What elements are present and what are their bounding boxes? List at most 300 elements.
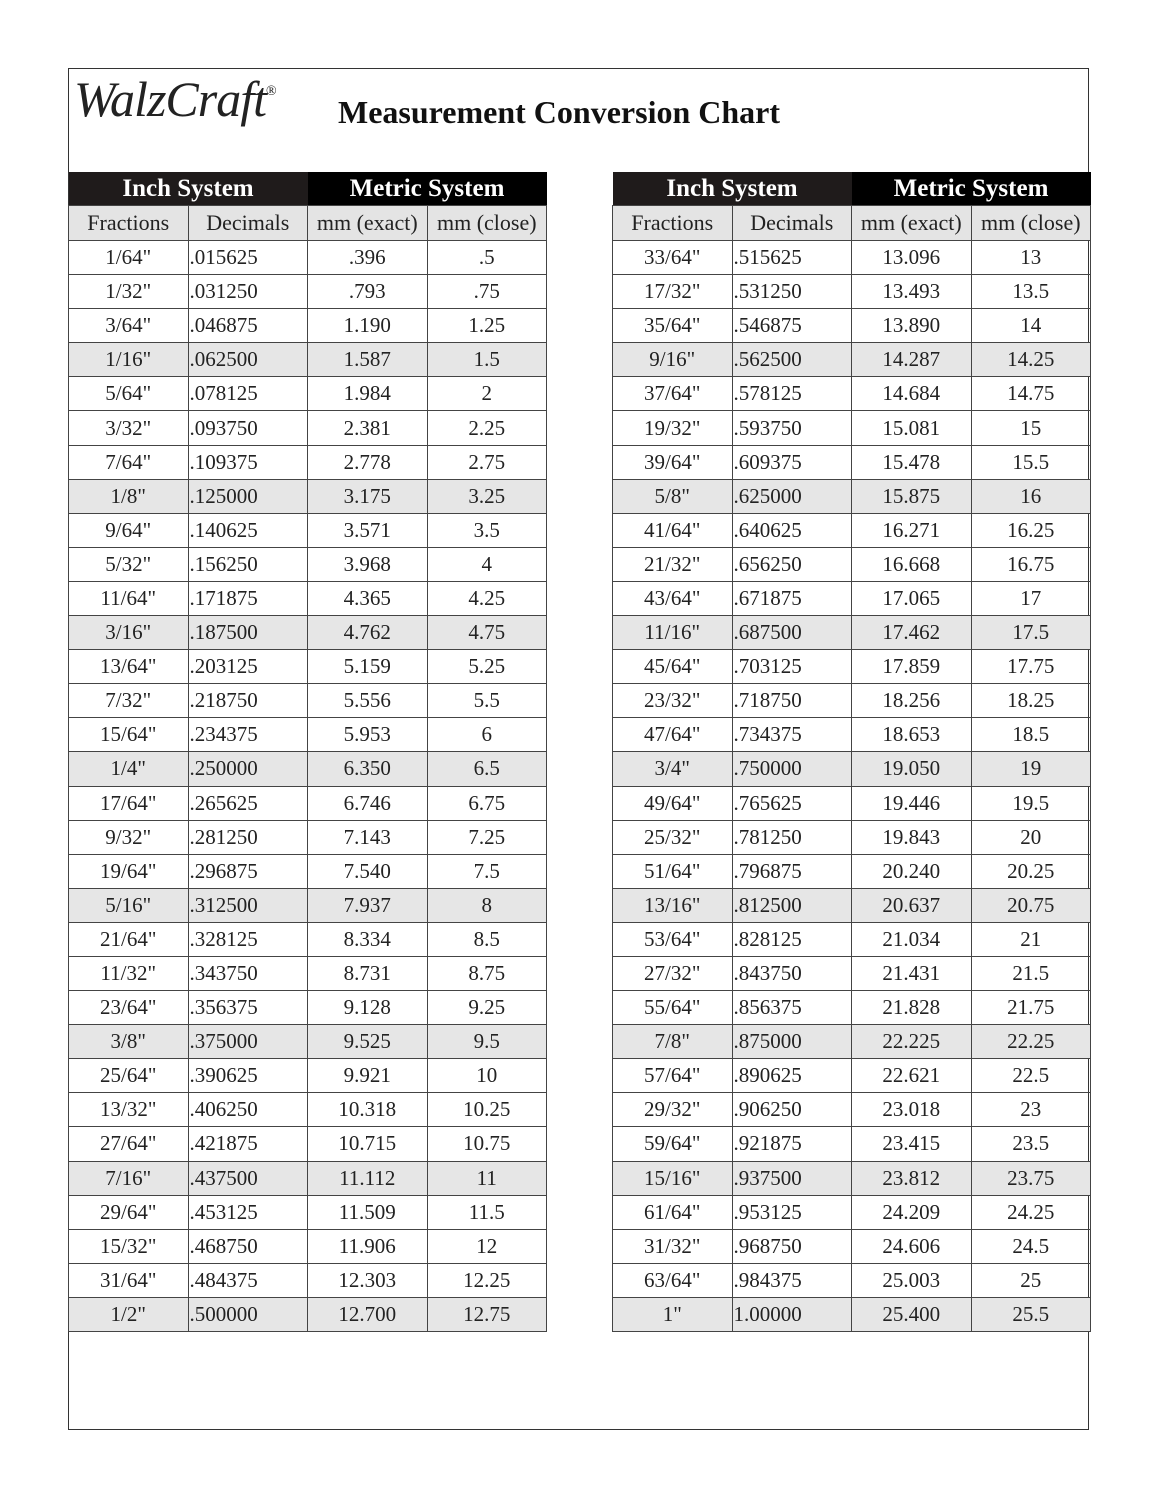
table-row — [613, 513, 1091, 547]
mm-exact-cell: 24.209 — [852, 1195, 972, 1229]
fraction-cell: 31/32" — [613, 1229, 733, 1263]
fraction-cell: 1/8" — [69, 479, 189, 513]
fraction-cell: 33/64" — [613, 241, 733, 275]
table-row — [69, 479, 547, 513]
mm-close-cell: 25.5 — [971, 1297, 1091, 1331]
mm-exact-cell: 4.762 — [308, 616, 428, 650]
conversion-table-left — [68, 172, 547, 1332]
decimal-cell: .515625 — [732, 241, 852, 275]
table-row — [613, 786, 1091, 820]
mm-exact-cell: 15.478 — [852, 445, 972, 479]
mm-close-cell: 4.25 — [427, 581, 547, 615]
table-row — [69, 650, 547, 684]
decimal-cell: .343750 — [188, 956, 308, 990]
mm-exact-cell: 13.096 — [852, 241, 972, 275]
fraction-cell: 41/64" — [613, 513, 733, 547]
fraction-cell: 13/16" — [613, 888, 733, 922]
table-row — [613, 309, 1091, 343]
table-row — [69, 1263, 547, 1297]
walzcraft-logo — [74, 70, 276, 128]
table-row — [613, 275, 1091, 309]
mm-exact-cell: 25.400 — [852, 1297, 972, 1331]
mm-close-cell: 18.5 — [971, 718, 1091, 752]
mm-close-cell: 10 — [427, 1059, 547, 1093]
fraction-cell: 29/64" — [69, 1195, 189, 1229]
mm-close-cell: 16 — [971, 479, 1091, 513]
fraction-cell: 27/64" — [69, 1127, 189, 1161]
table-row — [69, 752, 547, 786]
decimal-cell: .531250 — [732, 275, 852, 309]
mm-close-cell: 19.5 — [971, 786, 1091, 820]
decimal-cell: .765625 — [732, 786, 852, 820]
mm-close-cell: 22.25 — [971, 1025, 1091, 1059]
mm-exact-cell: 9.128 — [308, 991, 428, 1025]
decimal-cell: .781250 — [732, 820, 852, 854]
decimal-cell: .937500 — [732, 1161, 852, 1195]
decimal-cell: .390625 — [188, 1059, 308, 1093]
mm-close-cell: 15 — [971, 411, 1091, 445]
fraction-cell: 5/64" — [69, 377, 189, 411]
fraction-cell: 1/16" — [69, 343, 189, 377]
table-row — [613, 752, 1091, 786]
col-header-mm-exact: mm (exact) — [852, 206, 972, 241]
mm-close-cell: 19 — [971, 752, 1091, 786]
mm-close-cell: 8 — [427, 888, 547, 922]
decimal-cell: .250000 — [188, 752, 308, 786]
table-row — [69, 1229, 547, 1263]
registered-mark: ® — [266, 84, 276, 99]
fraction-cell: 1/64" — [69, 241, 189, 275]
mm-exact-cell: 17.859 — [852, 650, 972, 684]
fraction-cell: 61/64" — [613, 1195, 733, 1229]
mm-close-cell: .5 — [427, 241, 547, 275]
mm-close-cell: 6 — [427, 718, 547, 752]
mm-close-cell: 1.5 — [427, 343, 547, 377]
decimal-cell: .078125 — [188, 377, 308, 411]
mm-exact-cell: 1.984 — [308, 377, 428, 411]
mm-exact-cell: 23.018 — [852, 1093, 972, 1127]
mm-close-cell: 3.25 — [427, 479, 547, 513]
mm-close-cell: 16.75 — [971, 547, 1091, 581]
decimal-cell: .890625 — [732, 1059, 852, 1093]
mm-exact-cell: 9.921 — [308, 1059, 428, 1093]
mm-close-cell: 11.5 — [427, 1195, 547, 1229]
fraction-cell: 21/32" — [613, 547, 733, 581]
mm-exact-cell: 19.843 — [852, 820, 972, 854]
mm-close-cell: 4.75 — [427, 616, 547, 650]
decimal-cell: .281250 — [188, 820, 308, 854]
table-row — [613, 854, 1091, 888]
col-header-mm-exact: mm (exact) — [308, 206, 428, 241]
inch-system-header: Inch System — [613, 172, 852, 206]
mm-exact-cell: 6.746 — [308, 786, 428, 820]
decimal-cell: .171875 — [188, 581, 308, 615]
table-row — [69, 991, 547, 1025]
decimal-cell: .562500 — [732, 343, 852, 377]
mm-close-cell: 17.5 — [971, 616, 1091, 650]
table-row — [613, 922, 1091, 956]
decimal-cell: .093750 — [188, 411, 308, 445]
table-row — [613, 991, 1091, 1025]
mm-exact-cell: 5.556 — [308, 684, 428, 718]
fraction-cell: 15/16" — [613, 1161, 733, 1195]
fraction-cell: 9/16" — [613, 343, 733, 377]
table-row — [613, 547, 1091, 581]
mm-exact-cell: 13.493 — [852, 275, 972, 309]
fraction-cell: 5/32" — [69, 547, 189, 581]
mm-exact-cell: 6.350 — [308, 752, 428, 786]
mm-close-cell: 1.25 — [427, 309, 547, 343]
decimal-cell: .734375 — [732, 718, 852, 752]
mm-exact-cell: 5.159 — [308, 650, 428, 684]
fraction-cell: 7/16" — [69, 1161, 189, 1195]
decimal-cell: .828125 — [732, 922, 852, 956]
table-row — [613, 1229, 1091, 1263]
col-header-decimals: Decimals — [188, 206, 308, 241]
decimal-cell: .296875 — [188, 854, 308, 888]
mm-close-cell: 7.5 — [427, 854, 547, 888]
fraction-cell: 17/64" — [69, 786, 189, 820]
fraction-cell: 13/32" — [69, 1093, 189, 1127]
mm-exact-cell: 22.225 — [852, 1025, 972, 1059]
mm-close-cell: 20 — [971, 820, 1091, 854]
decimal-cell: .687500 — [732, 616, 852, 650]
mm-close-cell: 16.25 — [971, 513, 1091, 547]
table-row — [69, 513, 547, 547]
decimal-cell: .140625 — [188, 513, 308, 547]
mm-exact-cell: 21.828 — [852, 991, 972, 1025]
mm-close-cell: 23 — [971, 1093, 1091, 1127]
mm-exact-cell: 14.287 — [852, 343, 972, 377]
decimal-cell: .375000 — [188, 1025, 308, 1059]
mm-exact-cell: 7.937 — [308, 888, 428, 922]
mm-close-cell: 25 — [971, 1263, 1091, 1297]
mm-exact-cell: 24.606 — [852, 1229, 972, 1263]
table-row — [69, 854, 547, 888]
mm-close-cell: .75 — [427, 275, 547, 309]
fraction-cell: 57/64" — [613, 1059, 733, 1093]
table-row — [613, 1161, 1091, 1195]
mm-exact-cell: 10.318 — [308, 1093, 428, 1127]
decimal-cell: .671875 — [732, 581, 852, 615]
decimal-cell: .437500 — [188, 1161, 308, 1195]
table-row — [69, 1195, 547, 1229]
mm-exact-cell: 17.462 — [852, 616, 972, 650]
mm-close-cell: 3.5 — [427, 513, 547, 547]
decimal-cell: .312500 — [188, 888, 308, 922]
table-row — [613, 1195, 1091, 1229]
mm-close-cell: 12 — [427, 1229, 547, 1263]
mm-exact-cell: 15.081 — [852, 411, 972, 445]
fraction-cell: 11/16" — [613, 616, 733, 650]
mm-close-cell: 12.25 — [427, 1263, 547, 1297]
decimal-cell: .109375 — [188, 445, 308, 479]
mm-exact-cell: 9.525 — [308, 1025, 428, 1059]
mm-exact-cell: 21.034 — [852, 922, 972, 956]
inch-system-header: Inch System — [69, 172, 308, 206]
mm-close-cell: 6.75 — [427, 786, 547, 820]
logo-text: WalzCraft — [74, 71, 267, 127]
mm-close-cell: 4 — [427, 547, 547, 581]
decimal-cell: .015625 — [188, 241, 308, 275]
mm-exact-cell: 19.050 — [852, 752, 972, 786]
mm-close-cell: 10.25 — [427, 1093, 547, 1127]
fraction-cell: 7/32" — [69, 684, 189, 718]
mm-exact-cell: 1.587 — [308, 343, 428, 377]
decimal-cell: .750000 — [732, 752, 852, 786]
mm-close-cell: 15.5 — [971, 445, 1091, 479]
fraction-cell: 51/64" — [613, 854, 733, 888]
table-row — [613, 718, 1091, 752]
decimal-cell: .453125 — [188, 1195, 308, 1229]
mm-exact-cell: 3.571 — [308, 513, 428, 547]
mm-exact-cell: 21.431 — [852, 956, 972, 990]
table-row — [69, 820, 547, 854]
fraction-cell: 45/64" — [613, 650, 733, 684]
table-row — [69, 343, 547, 377]
fraction-cell: 9/32" — [69, 820, 189, 854]
table-row — [613, 1127, 1091, 1161]
mm-exact-cell: 19.446 — [852, 786, 972, 820]
fraction-cell: 39/64" — [613, 445, 733, 479]
mm-close-cell: 18.25 — [971, 684, 1091, 718]
mm-close-cell: 9.25 — [427, 991, 547, 1025]
mm-close-cell: 13.5 — [971, 275, 1091, 309]
table-row — [69, 616, 547, 650]
mm-exact-cell: 13.890 — [852, 309, 972, 343]
table-row — [613, 616, 1091, 650]
fraction-cell: 23/32" — [613, 684, 733, 718]
fraction-cell: 3/8" — [69, 1025, 189, 1059]
mm-exact-cell: 15.875 — [852, 479, 972, 513]
fraction-cell: 21/64" — [69, 922, 189, 956]
mm-exact-cell: 4.365 — [308, 581, 428, 615]
fraction-cell: 3/4" — [613, 752, 733, 786]
table-row — [613, 1025, 1091, 1059]
decimal-cell: .812500 — [732, 888, 852, 922]
mm-close-cell: 6.5 — [427, 752, 547, 786]
col-header-mm-close: mm (close) — [971, 206, 1091, 241]
col-header-fractions: Fractions — [613, 206, 733, 241]
table-row — [69, 581, 547, 615]
table-row — [613, 1297, 1091, 1331]
fraction-cell: 19/64" — [69, 854, 189, 888]
decimal-cell: .265625 — [188, 786, 308, 820]
mm-exact-cell: 23.415 — [852, 1127, 972, 1161]
decimal-cell: .718750 — [732, 684, 852, 718]
fraction-cell: 5/16" — [69, 888, 189, 922]
table-row — [69, 275, 547, 309]
table-row — [613, 1093, 1091, 1127]
decimal-cell: .640625 — [732, 513, 852, 547]
decimal-cell: .578125 — [732, 377, 852, 411]
fraction-cell: 19/32" — [613, 411, 733, 445]
mm-close-cell: 9.5 — [427, 1025, 547, 1059]
decimal-cell: .062500 — [188, 343, 308, 377]
mm-close-cell: 17 — [971, 581, 1091, 615]
decimal-cell: .609375 — [732, 445, 852, 479]
mm-close-cell: 17.75 — [971, 650, 1091, 684]
fraction-cell: 59/64" — [613, 1127, 733, 1161]
table-row — [613, 241, 1091, 275]
fraction-cell: 25/32" — [613, 820, 733, 854]
decimal-cell: .921875 — [732, 1127, 852, 1161]
table-row — [69, 309, 547, 343]
fraction-cell: 15/64" — [69, 718, 189, 752]
fraction-cell: 55/64" — [613, 991, 733, 1025]
mm-exact-cell: 2.778 — [308, 445, 428, 479]
table-row — [69, 547, 547, 581]
mm-close-cell: 11 — [427, 1161, 547, 1195]
fraction-cell: 49/64" — [613, 786, 733, 820]
mm-close-cell: 21.5 — [971, 956, 1091, 990]
decimal-cell: .218750 — [188, 684, 308, 718]
table-row — [69, 1297, 547, 1331]
fraction-cell: 3/32" — [69, 411, 189, 445]
mm-close-cell: 22.5 — [971, 1059, 1091, 1093]
table-row — [613, 1263, 1091, 1297]
table-row — [613, 343, 1091, 377]
table-row — [613, 411, 1091, 445]
mm-close-cell: 2 — [427, 377, 547, 411]
conversion-table-right — [612, 172, 1091, 1332]
decimal-cell: .968750 — [732, 1229, 852, 1263]
mm-exact-cell: 11.906 — [308, 1229, 428, 1263]
mm-exact-cell: 8.731 — [308, 956, 428, 990]
mm-exact-cell: 18.653 — [852, 718, 972, 752]
mm-close-cell: 2.75 — [427, 445, 547, 479]
mm-exact-cell: 25.003 — [852, 1263, 972, 1297]
fraction-cell: 3/16" — [69, 616, 189, 650]
decimal-cell: .953125 — [732, 1195, 852, 1229]
mm-exact-cell: 11.509 — [308, 1195, 428, 1229]
mm-exact-cell: 16.271 — [852, 513, 972, 547]
mm-exact-cell: 23.812 — [852, 1161, 972, 1195]
mm-close-cell: 21 — [971, 922, 1091, 956]
mm-exact-cell: 16.668 — [852, 547, 972, 581]
table-row — [613, 820, 1091, 854]
decimal-cell: .984375 — [732, 1263, 852, 1297]
mm-exact-cell: .396 — [308, 241, 428, 275]
decimal-cell: .046875 — [188, 309, 308, 343]
mm-exact-cell: 17.065 — [852, 581, 972, 615]
mm-exact-cell: .793 — [308, 275, 428, 309]
table-row — [69, 684, 547, 718]
mm-exact-cell: 3.968 — [308, 547, 428, 581]
fraction-cell: 29/32" — [613, 1093, 733, 1127]
fraction-cell: 1" — [613, 1297, 733, 1331]
mm-close-cell: 14.75 — [971, 377, 1091, 411]
fraction-cell: 1/4" — [69, 752, 189, 786]
mm-close-cell: 14.25 — [971, 343, 1091, 377]
fraction-cell: 3/64" — [69, 309, 189, 343]
fraction-cell: 23/64" — [69, 991, 189, 1025]
col-header-fractions: Fractions — [69, 206, 189, 241]
decimal-cell: .625000 — [732, 479, 852, 513]
fraction-cell: 1/32" — [69, 275, 189, 309]
table-row — [613, 888, 1091, 922]
table-row — [69, 1161, 547, 1195]
decimal-cell: .406250 — [188, 1093, 308, 1127]
mm-exact-cell: 7.540 — [308, 854, 428, 888]
table-row — [613, 1059, 1091, 1093]
decimal-cell: .156250 — [188, 547, 308, 581]
table-row — [613, 684, 1091, 718]
mm-exact-cell: 22.621 — [852, 1059, 972, 1093]
table-row — [69, 411, 547, 445]
mm-close-cell: 5.25 — [427, 650, 547, 684]
mm-exact-cell: 18.256 — [852, 684, 972, 718]
fraction-cell: 27/32" — [613, 956, 733, 990]
table-row — [69, 888, 547, 922]
mm-exact-cell: 8.334 — [308, 922, 428, 956]
mm-exact-cell: 20.637 — [852, 888, 972, 922]
mm-exact-cell: 12.700 — [308, 1297, 428, 1331]
decimal-cell: .356375 — [188, 991, 308, 1025]
decimal-cell: .468750 — [188, 1229, 308, 1263]
table-row — [613, 956, 1091, 990]
mm-close-cell: 2.25 — [427, 411, 547, 445]
decimal-cell: .843750 — [732, 956, 852, 990]
fraction-cell: 37/64" — [613, 377, 733, 411]
decimal-cell: .656250 — [732, 547, 852, 581]
mm-close-cell: 8.75 — [427, 956, 547, 990]
fraction-cell: 5/8" — [613, 479, 733, 513]
decimal-cell: .546875 — [732, 309, 852, 343]
table-row — [69, 922, 547, 956]
fraction-cell: 9/64" — [69, 513, 189, 547]
mm-exact-cell: 3.175 — [308, 479, 428, 513]
mm-exact-cell: 14.684 — [852, 377, 972, 411]
table-row — [613, 479, 1091, 513]
fraction-cell: 47/64" — [613, 718, 733, 752]
table-row — [69, 377, 547, 411]
table-row — [613, 650, 1091, 684]
fraction-cell: 35/64" — [613, 309, 733, 343]
decimal-cell: .125000 — [188, 479, 308, 513]
metric-system-header: Metric System — [308, 172, 547, 206]
mm-close-cell: 7.25 — [427, 820, 547, 854]
decimal-cell: .906250 — [732, 1093, 852, 1127]
fraction-cell: 31/64" — [69, 1263, 189, 1297]
table-row — [69, 1025, 547, 1059]
decimal-cell: .203125 — [188, 650, 308, 684]
decimal-cell: 1.00000 — [732, 1297, 852, 1331]
decimal-cell: .875000 — [732, 1025, 852, 1059]
fraction-cell: 63/64" — [613, 1263, 733, 1297]
decimal-cell: .421875 — [188, 1127, 308, 1161]
table-row — [613, 377, 1091, 411]
mm-close-cell: 24.25 — [971, 1195, 1091, 1229]
mm-exact-cell: 5.953 — [308, 718, 428, 752]
col-header-decimals: Decimals — [732, 206, 852, 241]
table-row — [69, 786, 547, 820]
fraction-cell: 13/64" — [69, 650, 189, 684]
decimal-cell: .703125 — [732, 650, 852, 684]
mm-exact-cell: 12.303 — [308, 1263, 428, 1297]
mm-close-cell: 20.75 — [971, 888, 1091, 922]
table-row — [69, 718, 547, 752]
decimal-cell: .234375 — [188, 718, 308, 752]
fraction-cell: 17/32" — [613, 275, 733, 309]
mm-exact-cell: 1.190 — [308, 309, 428, 343]
fraction-cell: 1/2" — [69, 1297, 189, 1331]
mm-exact-cell: 20.240 — [852, 854, 972, 888]
fraction-cell: 11/32" — [69, 956, 189, 990]
mm-close-cell: 8.5 — [427, 922, 547, 956]
mm-exact-cell: 10.715 — [308, 1127, 428, 1161]
table-row — [69, 1093, 547, 1127]
